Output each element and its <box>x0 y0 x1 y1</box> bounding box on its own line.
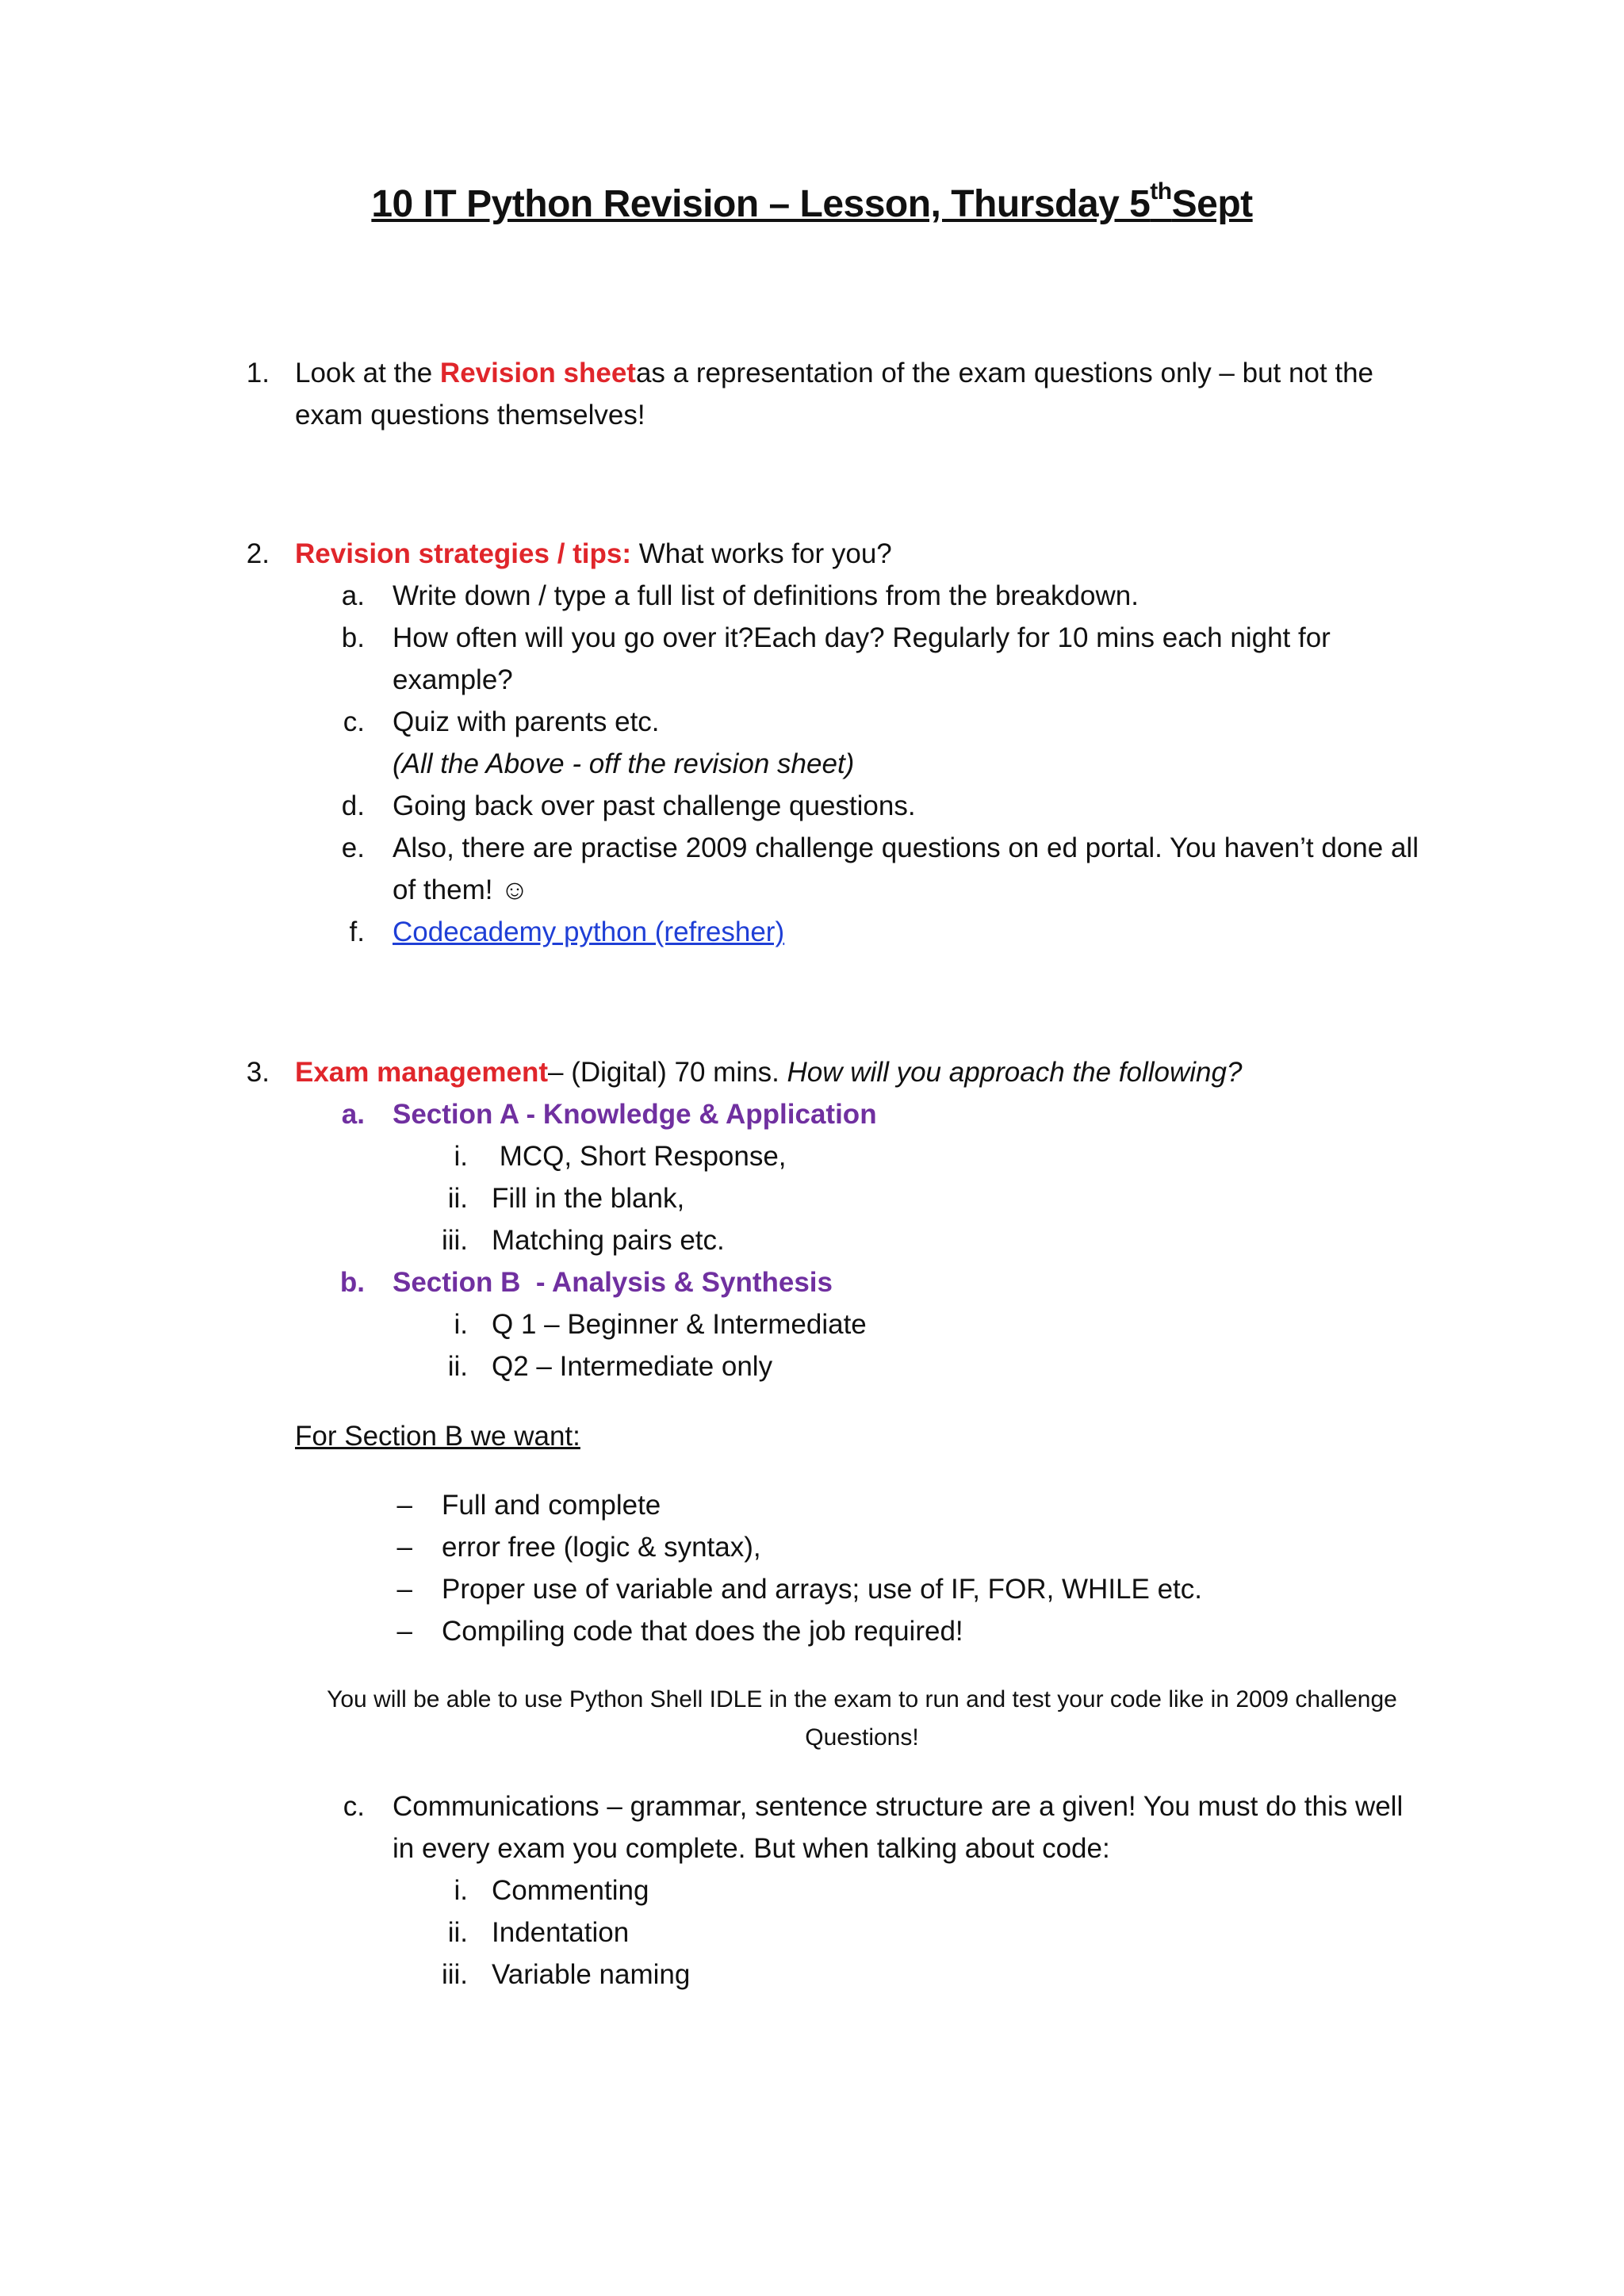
section-b-item-1-marker: i. <box>454 1309 468 1340</box>
section-a-item-2-marker: ii. <box>447 1183 468 1214</box>
want-4-dash: – <box>396 1616 412 1647</box>
section-a-item-3: Matching pairs etc. <box>492 1225 725 1256</box>
section-a-item-2: Fill in the blank, <box>492 1183 685 1214</box>
want-3: Proper use of variable and arrays; use of IF, FOR, WHILE etc. <box>442 1574 1202 1605</box>
section-c-text: Communications – grammar, sentence structure are a given! You must do this well <box>393 1791 1404 1822</box>
item-2b-line-2: example? <box>393 664 513 695</box>
section-a-label: Section A - Knowledge & Application <box>393 1099 877 1130</box>
section-b-want-heading: For Section B we want: <box>295 1421 580 1452</box>
item-2f-marker: f. <box>349 916 365 947</box>
item-2d-text: Going back over past challenge questions. <box>393 790 916 821</box>
item-3-heading: Exam management– (Digital) 70 mins. How will you approach the following? <box>295 1057 1243 1088</box>
section-a-item-1: MCQ, Short Response, <box>492 1141 787 1172</box>
section-c-item-2-marker: ii. <box>447 1917 468 1948</box>
section-c-item-3: Variable naming <box>492 1959 691 1990</box>
item-1-line-1: Look at the Revision sheetas a representation of the exam questions only – but not the <box>295 358 1374 388</box>
item-2b-text: How often will you go over it?Each day? Regularly for 10 mins each night for <box>393 622 1331 653</box>
item-2e-text: Also, there are practise 2009 challenge questions on ed portal. You haven’t done all <box>393 832 1419 863</box>
item-2a-text: Write down / type a full list of definitions from the breakdown. <box>393 580 1139 611</box>
section-b-marker: b. <box>339 1267 365 1298</box>
item-2e-line-2: of them! ☺ <box>393 874 529 905</box>
want-3-dash: – <box>396 1574 412 1605</box>
section-c-line-2: in every exam you complete. But when talking about code: <box>393 1833 1110 1864</box>
document-title: 10 IT Python Revision – Lesson, Thursday 5thSept <box>371 178 1253 225</box>
item-3-marker: 3. <box>246 1057 270 1088</box>
item-2-marker: 2. <box>246 538 270 569</box>
want-2: error free (logic & syntax), <box>442 1532 761 1563</box>
item-2b-marker: b. <box>341 622 365 653</box>
revision-sheet-highlight: Revision sheet <box>439 358 636 388</box>
want-2-dash: – <box>396 1532 412 1563</box>
item-2-heading: Revision strategies / tips: What works for you? <box>295 538 892 569</box>
section-b-item-2-marker: ii. <box>447 1351 468 1382</box>
section-c-item-1: Commenting <box>492 1875 649 1906</box>
section-c-item-1-marker: i. <box>454 1875 468 1906</box>
section-c-marker: c. <box>343 1791 365 1822</box>
item-2c-marker: c. <box>343 706 365 737</box>
section-b-item-1: Q 1 – Beginner & Intermediate <box>492 1309 867 1340</box>
want-1-dash: – <box>396 1490 412 1521</box>
section-b-label: Section B - Analysis & Synthesis <box>393 1267 833 1298</box>
section-a-item-1-marker: i. <box>454 1141 468 1172</box>
item-2e-marker: e. <box>341 832 365 863</box>
want-1: Full and complete <box>442 1490 661 1521</box>
codecademy-link[interactable]: Codecademy python (refresher) <box>393 916 785 947</box>
item-1-line-2: exam questions themselves! <box>295 400 645 430</box>
section-c-item-3-marker: iii. <box>441 1959 468 1990</box>
idle-note-line-1: You will be able to use Python Shell IDLE in the exam to run and test your code like in 2009 challenge <box>327 1686 1397 1712</box>
item-2c-text: Quiz with parents etc. <box>393 706 660 737</box>
section-a-item-3-marker: iii. <box>441 1225 468 1256</box>
section-c-item-2: Indentation <box>492 1917 630 1948</box>
item-1-marker: 1. <box>246 358 270 388</box>
exam-management-highlight: Exam management <box>295 1057 549 1088</box>
item-2c-note: (All the Above - off the revision sheet) <box>393 748 855 779</box>
want-4: Compiling code that does the job required! <box>442 1616 963 1647</box>
section-a-marker: a. <box>341 1099 365 1130</box>
revision-strategies-highlight: Revision strategies / tips: <box>295 538 632 569</box>
section-b-item-2: Q2 – Intermediate only <box>492 1351 773 1382</box>
item-2a-marker: a. <box>341 580 365 611</box>
idle-note-line-2: Questions! <box>805 1724 919 1751</box>
item-2d-marker: d. <box>341 790 365 821</box>
